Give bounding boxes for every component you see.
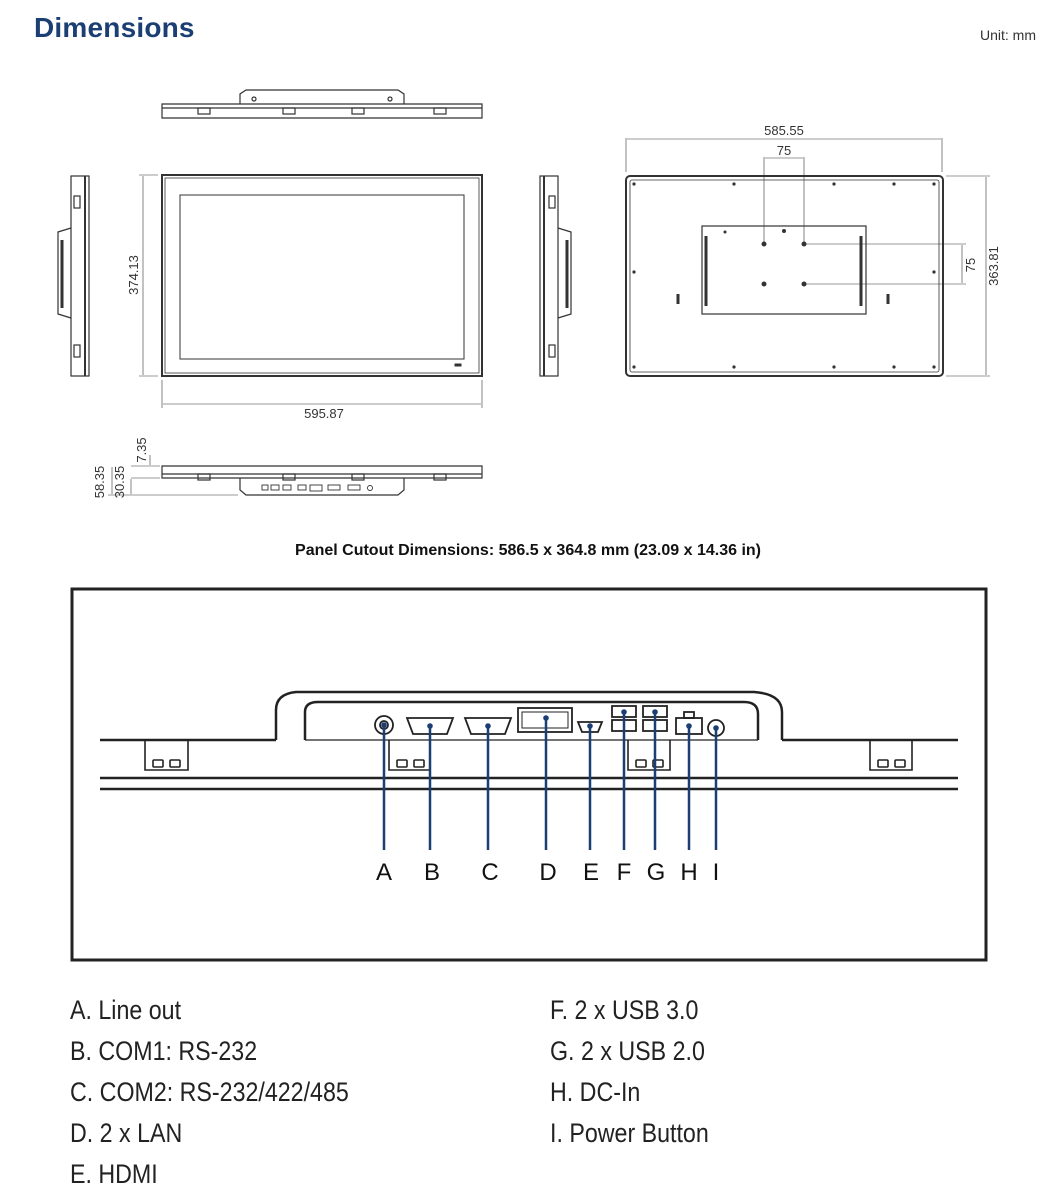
callout-dot-d — [543, 715, 549, 721]
callout-letter-f: F — [616, 859, 632, 886]
callout-letter-h: H — [680, 859, 698, 886]
callout-dot-b — [427, 723, 433, 729]
legend-item: B. COM1: RS-232 — [70, 1036, 258, 1066]
top-view — [162, 90, 482, 118]
callout-letter-d: D — [539, 859, 557, 886]
callout-letter-i: I — [712, 859, 720, 886]
depth-total-label: 58.35 — [92, 465, 107, 499]
legend-left — [70, 990, 349, 1195]
rear-height-label: 363.81 — [986, 246, 1001, 286]
right-side-view — [540, 176, 571, 376]
callout-dot-i — [713, 725, 719, 731]
callout-letter-b: B — [423, 859, 441, 886]
callout-dot-a — [381, 722, 387, 728]
vesa-vertical-label: 75 — [963, 257, 978, 273]
legend-item: G. 2 x USB 2.0 — [550, 1036, 705, 1066]
legend-item: D. 2 x LAN — [70, 1118, 183, 1148]
io-detail-panel — [72, 589, 986, 960]
depth-bezel-label: 7.35 — [134, 437, 149, 463]
legend-item: H. DC-In — [550, 1077, 641, 1107]
legend-right — [550, 990, 709, 1154]
io-callouts — [376, 709, 719, 886]
callout-dot-h — [686, 723, 692, 729]
unit-label: Unit: mm — [980, 27, 1036, 43]
rear-view — [626, 138, 990, 376]
callout-dot-f — [621, 709, 627, 715]
legend-item: A. Line out — [70, 995, 182, 1025]
page-title: Dimensions — [34, 12, 195, 43]
front-width-label: 595.87 — [304, 406, 344, 421]
legend-item: F. 2 x USB 3.0 — [550, 995, 699, 1025]
front-view — [139, 175, 482, 408]
left-side-view — [58, 176, 89, 376]
vesa-horizontal-label: 75 — [776, 143, 792, 158]
bottom-view — [108, 455, 482, 495]
callout-letter-a: A — [375, 859, 393, 886]
callout-letter-g: G — [646, 859, 666, 886]
legend-item: E. HDMI — [70, 1159, 158, 1189]
callout-dot-e — [587, 723, 593, 729]
legend-item: C. COM2: RS-232/422/485 — [70, 1077, 349, 1107]
callout-letter-e: E — [582, 859, 600, 886]
front-height-label: 374.13 — [126, 255, 141, 295]
rear-width-label: 585.55 — [764, 123, 804, 138]
callout-dot-g — [652, 709, 658, 715]
depth-body-label: 30.35 — [112, 465, 127, 499]
legend-item: I. Power Button — [550, 1118, 709, 1148]
callout-letter-c: C — [481, 859, 499, 886]
callout-dot-c — [485, 723, 491, 729]
cutout-caption: Panel Cutout Dimensions: 586.5 x 364.8 mm (23.09 x 14.36 in) — [295, 542, 761, 559]
